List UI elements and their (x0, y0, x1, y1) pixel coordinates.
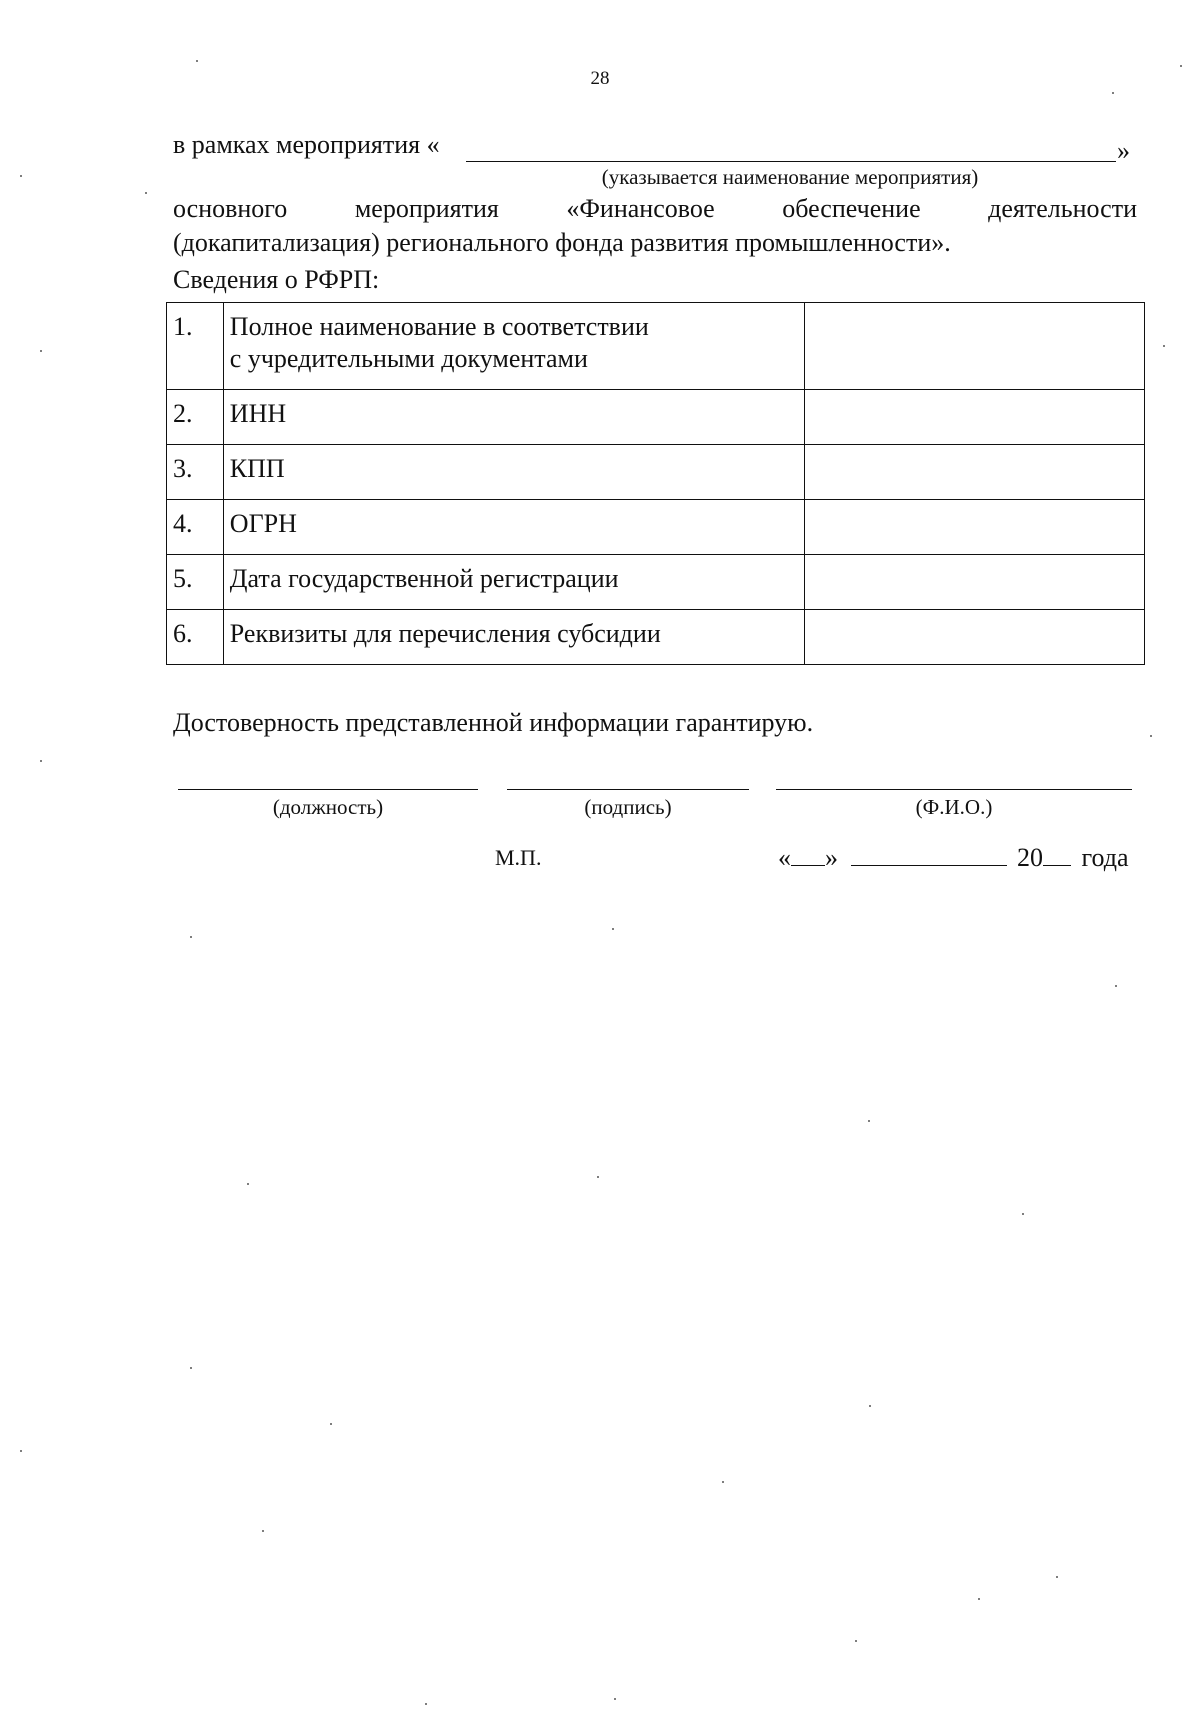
stamp-label: М.П. (495, 845, 542, 870)
scan-speck (722, 1481, 724, 1483)
scan-speck (1163, 345, 1165, 347)
table-row (167, 555, 1145, 610)
full-name-field[interactable] (776, 789, 1132, 790)
year-suffix: года (1081, 843, 1129, 872)
section-title: Сведения о РФРП: (173, 265, 380, 294)
row-value-field[interactable] (804, 610, 1144, 665)
scan-speck (1022, 1213, 1024, 1215)
paragraph-line-2: (докапитализация) регионального фонда развития промышленности». (173, 228, 951, 257)
date-close-quote: » (825, 843, 838, 872)
guarantee-statement: Достоверность представленной информации гарантирую. (173, 708, 814, 737)
row-label (223, 303, 804, 390)
measure-line (173, 130, 440, 160)
measure-close-quote: » (1117, 136, 1130, 165)
row-label: КПП (223, 445, 804, 500)
row-label: ОГРН (223, 500, 804, 555)
scan-speck (868, 1120, 870, 1122)
row-number: 3. (167, 445, 224, 500)
scan-speck (190, 1367, 192, 1369)
row-label-line-2: с учредительными документами (229, 344, 588, 373)
scan-speck (425, 1703, 427, 1705)
row-label: ИНН (223, 390, 804, 445)
scan-speck (612, 928, 614, 930)
scan-speck (1112, 92, 1114, 94)
scan-speck (1180, 65, 1182, 67)
scan-speck (145, 192, 147, 194)
row-label-line-1: Полное наименование в соответствии (229, 312, 649, 341)
row-label: Дата государственной регистрации (223, 555, 804, 610)
measure-hint: (указывается наименование мероприятия) (601, 165, 979, 189)
scan-speck (978, 1598, 980, 1600)
page-number: 28 (590, 68, 610, 89)
scan-speck (855, 1640, 857, 1642)
year-field[interactable] (1043, 843, 1071, 866)
row-value-field[interactable] (804, 303, 1144, 390)
date-line (778, 843, 1129, 873)
row-value-field[interactable] (804, 445, 1144, 500)
date-open-quote: « (778, 843, 791, 872)
full-name-caption: (Ф.И.О.) (915, 795, 993, 819)
paragraph-line-1: основного мероприятия «Финансовое обеспечение деятельности (173, 194, 1137, 223)
row-value-field[interactable] (804, 500, 1144, 555)
signature-caption: (подпись) (584, 795, 672, 819)
scan-speck (247, 1183, 249, 1185)
measure-blank-field[interactable] (466, 161, 1116, 162)
scan-speck (190, 936, 192, 938)
position-field[interactable] (178, 789, 478, 790)
day-field[interactable] (791, 843, 825, 866)
scan-speck (40, 350, 42, 352)
row-value-field[interactable] (804, 555, 1144, 610)
rfrp-info-table (166, 302, 1145, 665)
scan-speck (1115, 985, 1117, 987)
table-row (167, 303, 1145, 390)
row-number: 2. (167, 390, 224, 445)
scan-speck (330, 1423, 332, 1425)
scan-speck (20, 175, 22, 177)
row-number: 6. (167, 610, 224, 665)
table-row (167, 390, 1145, 445)
year-prefix: 20 (1017, 843, 1043, 872)
table-row (167, 500, 1145, 555)
position-caption: (должность) (272, 795, 384, 819)
month-field[interactable] (851, 843, 1007, 866)
scan-speck (196, 60, 198, 62)
scan-speck (40, 760, 42, 762)
table-row (167, 445, 1145, 500)
row-label: Реквизиты для перечисления субсидии (223, 610, 804, 665)
scan-speck (869, 1405, 871, 1407)
row-value-field[interactable] (804, 390, 1144, 445)
table-row (167, 610, 1145, 665)
scan-speck (614, 1698, 616, 1700)
scan-speck (20, 1450, 22, 1452)
signature-field[interactable] (507, 789, 749, 790)
row-number: 4. (167, 500, 224, 555)
scan-speck (262, 1530, 264, 1532)
scan-speck (1056, 1576, 1058, 1578)
scan-speck (597, 1176, 599, 1178)
main-measure-paragraph (173, 192, 1137, 260)
measure-prefix: в рамках мероприятия « (173, 130, 440, 159)
scan-speck (1150, 735, 1152, 737)
row-number: 5. (167, 555, 224, 610)
row-number: 1. (167, 303, 224, 390)
